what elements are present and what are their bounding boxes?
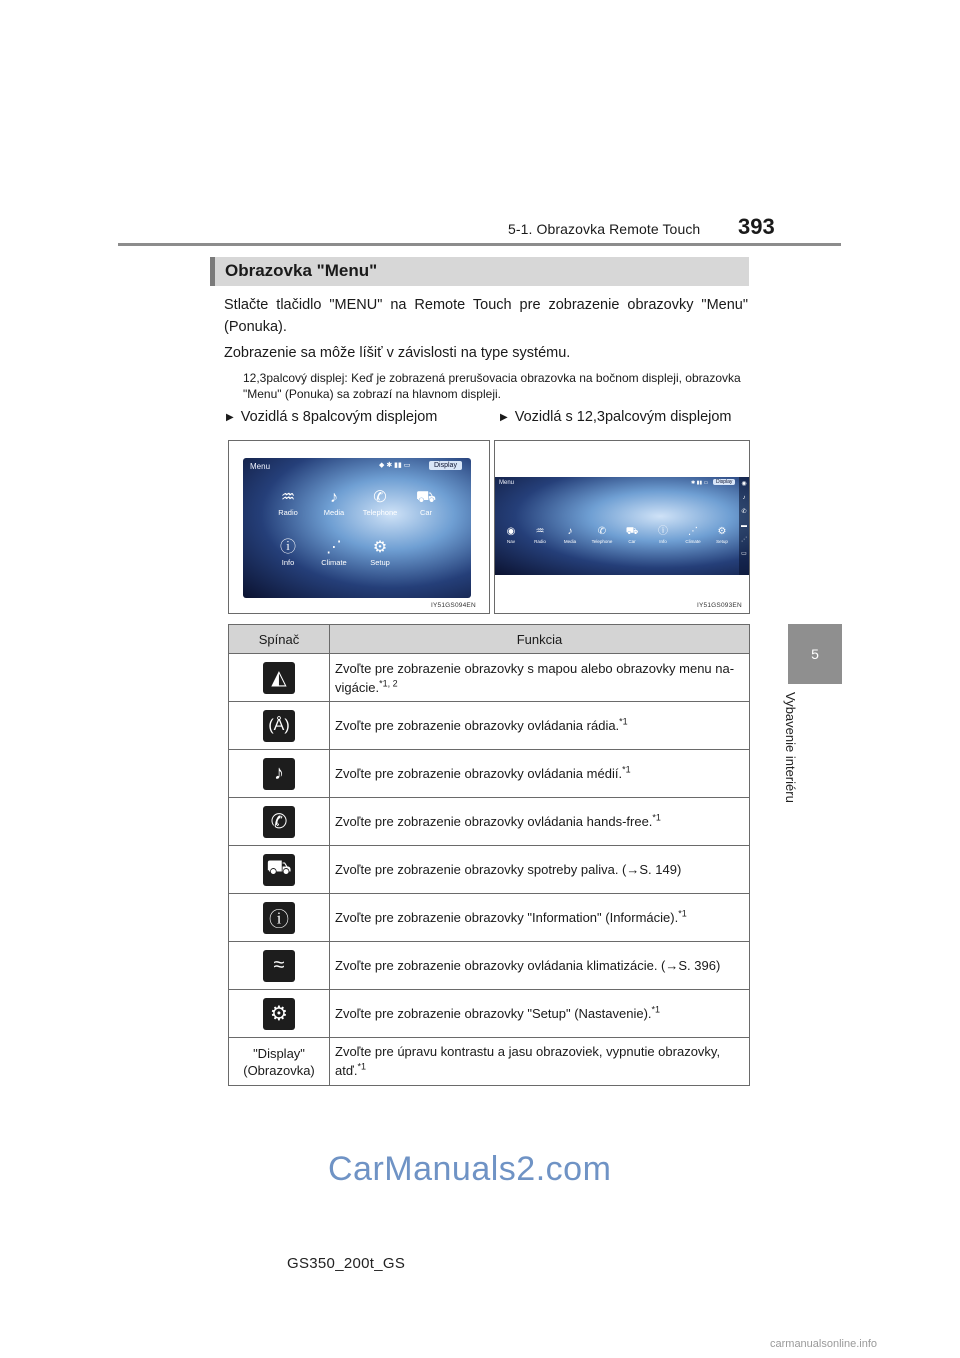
screenshot-8inch (228, 440, 490, 614)
radio-tower-icon: ♒ (280, 489, 296, 506)
climate-seat-icon: ⋰ (326, 539, 342, 556)
triangle-bullet-icon: ▶ (226, 412, 234, 423)
intro-paragraph: Stlačte tlačidlo "MENU" na Remote Touch pre zobrazenie obrazovky "Menu" (Ponuka). (224, 297, 748, 335)
table-row (229, 990, 750, 1038)
setup-gear-icon: ⚙ (372, 539, 388, 556)
running-header-section: 5-1. Obrazovka Remote Touch (508, 221, 701, 237)
header-rule (118, 243, 841, 246)
setup-gear-icon: ⚙ (263, 998, 295, 1030)
table-row (229, 846, 750, 894)
car-icon: ⛟ (415, 489, 437, 506)
menu-item-telephone[interactable]: ✆ Telephone (355, 488, 405, 517)
section-heading-bar (210, 257, 749, 286)
chapter-title: Vybavenie interiéru (783, 692, 798, 803)
table-row (229, 798, 750, 846)
menu-item-climate[interactable]: ⋰ Climate (309, 538, 359, 567)
figure-code: IY51GS093EN (697, 602, 742, 609)
nav-compass-icon: ◉ (506, 526, 516, 537)
table-cell-function: Zvoľte pre zobrazenie obrazovky ovládania médií.$^{*1}$ (330, 750, 750, 798)
status-icons: ◆ ✱ ▮▮ ▭ (379, 462, 411, 469)
screen-side-panel (739, 477, 749, 575)
caption-8inch-text: Vozidlá s 8palcovým displejom (240, 409, 438, 425)
info-icon: ⓘ (263, 902, 295, 934)
table-header-function: Funkcia (330, 625, 750, 654)
menu-item-setup[interactable]: ⚙ Setup (355, 538, 405, 567)
menu-item-radio[interactable]: ♒ Radio (263, 488, 313, 517)
caption-8inch (226, 409, 437, 425)
screenshot-12inch (494, 440, 750, 614)
table-cell-function: Zvoľte pre zobrazenie obrazovky "Setup" (Nastavenie).$^{*1}$ (330, 990, 750, 1038)
menu-item-nav[interactable]: ◉ Nav (496, 525, 526, 544)
switch-function-table (228, 624, 750, 1086)
table-cell-function: Zvoľte pre zobrazenie obrazovky ovládania hands-free.$^{*1}$ (330, 798, 750, 846)
car-icon[interactable]: ▬ (741, 523, 747, 529)
telephone-icon: ✆ (263, 806, 295, 838)
chapter-tab (788, 624, 842, 684)
figure-code: IY51GS094EN (431, 602, 476, 609)
setup-gear-icon: ⚙ (717, 526, 727, 537)
info-icon: ⓘ (279, 539, 296, 556)
footer-model-code: GS350_200t_GS (287, 1255, 406, 1272)
telephone-icon[interactable]: ✆ (741, 509, 747, 515)
table-row (229, 702, 750, 750)
menu-item-media[interactable]: ♪ Media (555, 525, 585, 544)
car-icon: ⛟ (625, 526, 639, 537)
watermark-carmanuals2: CarManuals2.com (328, 1150, 612, 1188)
nav-compass-icon: ◭ (263, 662, 295, 694)
variation-paragraph: Zobrazenie sa môže líšiť v závislosti na type systému. (224, 345, 571, 361)
radio-tower-icon: (Å) (263, 710, 295, 742)
music-note-icon: ♪ (330, 489, 338, 506)
table-cell-function: Zvoľte pre zobrazenie obrazovky ovládania klimatizácie. (→S. 396) (330, 942, 750, 990)
menu-item-car[interactable]: ⛟ Car (617, 525, 647, 544)
info-icon: ⓘ (658, 526, 668, 537)
caption-12inch (500, 409, 732, 425)
section-title: Obrazovka "Menu" (225, 261, 378, 280)
display-button[interactable]: Display (429, 461, 462, 470)
setup-gear-icon[interactable]: ▭ (741, 551, 747, 557)
radio-tower-icon: ♒ (535, 526, 545, 537)
display-note: 12,3palcový displej: Keď je zobrazená prerušovacia obrazovka na bočnom displeji, obrazovka "Menu" (Ponuka) sa zobrazí na hlavnom displeji. (243, 371, 741, 401)
table-cell-function: Zvoľte pre zobrazenie obrazovky s mapou alebo obrazovky menu na-vigácie.$^{*1, 2}$ (330, 654, 750, 702)
menu-item-info[interactable]: ⓘ Info (263, 538, 313, 567)
table-cell-function: Zvoľte pre zobrazenie obrazovky "Information" (Informácie).$^{*1}$ (330, 894, 750, 942)
menu-item-telephone[interactable]: ✆ Telephone (587, 525, 617, 544)
display-label: "Display" (Obrazovka) (229, 1038, 330, 1086)
table-cell-function: Zvoľte pre zobrazenie obrazovky spotreby paliva. (→S. 149) (330, 846, 750, 894)
table-cell-function: Zvoľte pre zobrazenie obrazovky ovládania rádia.$^{*1}$ (330, 702, 750, 750)
music-note-icon[interactable]: ♪ (742, 495, 746, 501)
climate-seat-icon[interactable]: ⋰ (741, 537, 747, 543)
table-row (229, 654, 750, 702)
menu-screen-8inch (243, 458, 471, 598)
table-row (229, 942, 750, 990)
menu-screen-title: Menu (499, 480, 515, 486)
telephone-icon: ✆ (373, 489, 387, 506)
table-cell-function: Zvoľte pre úpravu kontrastu a jasu obrazoviek, vypnutie obrazovky, atď.$^{*1}$ (330, 1038, 750, 1086)
telephone-icon: ✆ (597, 526, 607, 537)
climate-seat-icon: ⋰ (688, 526, 698, 537)
music-note-icon: ♪ (567, 526, 573, 537)
menu-item-climate[interactable]: ⋰ Climate (678, 525, 708, 544)
menu-item-media[interactable]: ♪ Media (309, 488, 359, 517)
triangle-bullet-icon: ▶ (500, 412, 508, 423)
table-row (229, 750, 750, 798)
menu-item-car[interactable]: ⛟ Car (401, 488, 451, 517)
table-header-switch: Spínač (229, 625, 330, 654)
climate-seat-icon: ≈ (263, 950, 295, 982)
page-number: 393 (738, 214, 775, 239)
watermark-carmanualsonline: carmanualsonline.info (770, 1338, 878, 1350)
menu-screen-12inch (495, 477, 749, 575)
caption-12inch-text: Vozidlá s 12,3palcovým displejom (514, 409, 732, 425)
menu-item-radio[interactable]: ♒ Radio (525, 525, 555, 544)
menu-screen-title: Menu (250, 462, 271, 471)
table-row-display (229, 1038, 750, 1086)
car-icon: ⛟ (263, 854, 295, 886)
chapter-number: 5 (811, 646, 819, 662)
table-row (229, 894, 750, 942)
nav-compass-icon[interactable]: ◉ (741, 481, 747, 487)
music-note-icon: ♪ (263, 758, 295, 790)
menu-item-info[interactable]: ⓘ Info (648, 525, 678, 544)
menu-item-setup[interactable]: ⚙ Setup (707, 525, 737, 544)
status-icons: ✱ ▮▮ ▭ (691, 480, 709, 486)
display-button[interactable]: Display (713, 479, 735, 485)
